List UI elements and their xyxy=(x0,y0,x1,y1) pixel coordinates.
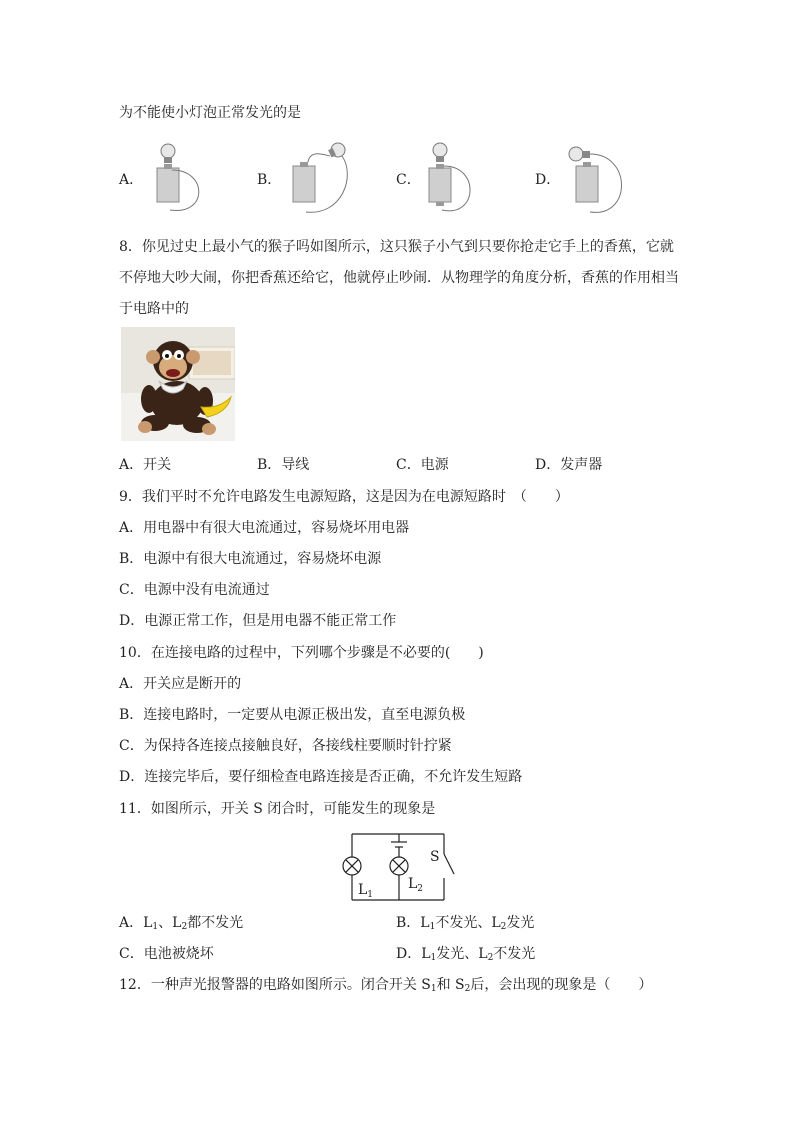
monkey-toy-photo xyxy=(121,327,235,441)
q7-option-a-figure xyxy=(148,136,210,220)
q7-option-a-label: A． xyxy=(119,172,144,188)
q10-option-b: B．连接电路时，一定要从电源正极出发，直至电源负极 xyxy=(119,707,466,723)
q8-option-b: B．导线 xyxy=(257,457,310,473)
q7-option-d-label: D． xyxy=(535,172,561,188)
q8-option-c: C．电源 xyxy=(396,457,449,473)
q7-option-c-label: C． xyxy=(396,172,421,188)
q9-option-d: D．电源正常工作，但是用电器不能正常工作 xyxy=(119,613,397,629)
q11-option-c: C．电池被烧坏 xyxy=(119,946,214,962)
q10-option-d: D．连接完毕后，要仔细检查电路连接是否正确，不允许发生短路 xyxy=(119,769,523,785)
q8-stem-line2: 不停地大吵大闹，你把香蕉还给它，他就停止吵闹．从物理学的角度分析，香蕉的作用相当 xyxy=(119,270,679,286)
q9-option-a: A．用电器中有很大电流通过，容易烧坏用电器 xyxy=(119,520,410,536)
q10-stem: 10．在连接电路的过程中，下列哪个步骤是不必要的( ) xyxy=(119,645,484,661)
q8-option-a: A．开关 xyxy=(119,457,172,473)
q9-option-b: B．电源中有很大电流通过，容易烧坏电源 xyxy=(119,551,382,567)
q11-option-d: D．$L_1$发光、$L_2$不发光 xyxy=(396,946,536,963)
q7-option-b-figure xyxy=(286,136,356,220)
q11-label-l1: $L_1$ xyxy=(358,882,374,900)
q10-option-a: A．开关应是断开的 xyxy=(119,676,242,692)
q7-stem-tail: 为不能使小灯泡正常发光的是 xyxy=(119,105,301,121)
q11-label-s: S xyxy=(430,849,440,865)
q10-option-c: C．为保持各连接点接触良好，各接线柱要顺时针拧紧 xyxy=(119,738,452,754)
q11-stem: 11．如图所示，开关 S 闭合时，可能发生的现象是 xyxy=(119,801,436,817)
q8-stem-line3: 于电路中的 xyxy=(119,301,189,317)
q11-option-b: B．$L_1$不发光、$L_2$发光 xyxy=(396,915,535,932)
q8-option-d: D．发声器 xyxy=(535,457,603,473)
q9-option-c: C．电源中没有电流通过 xyxy=(119,582,270,598)
q11-circuit-diagram xyxy=(336,826,466,906)
q9-stem: 9．我们平时不允许电路发生电源短路，这是因为在电源短路时 （ ） xyxy=(119,489,569,505)
q7-option-c-figure xyxy=(424,136,486,220)
q11-option-a: A．$L_1$、$L_2$都不发光 xyxy=(119,915,244,932)
q8-stem-line1: 8．你见过史上最小气的猴子吗如图所示，这只猴子小气到只要你抢走它手上的香蕉，它就 xyxy=(119,239,674,255)
q7-option-b-label: B． xyxy=(257,172,282,188)
q11-label-l2: $L_2$ xyxy=(408,876,424,894)
q12-stem: 12．一种声光报警器的电路如图所示。闭合开关 $S_1$和 $S_2$后，会出现的现象是（ ） xyxy=(119,977,653,994)
q7-option-d-figure xyxy=(562,136,632,220)
